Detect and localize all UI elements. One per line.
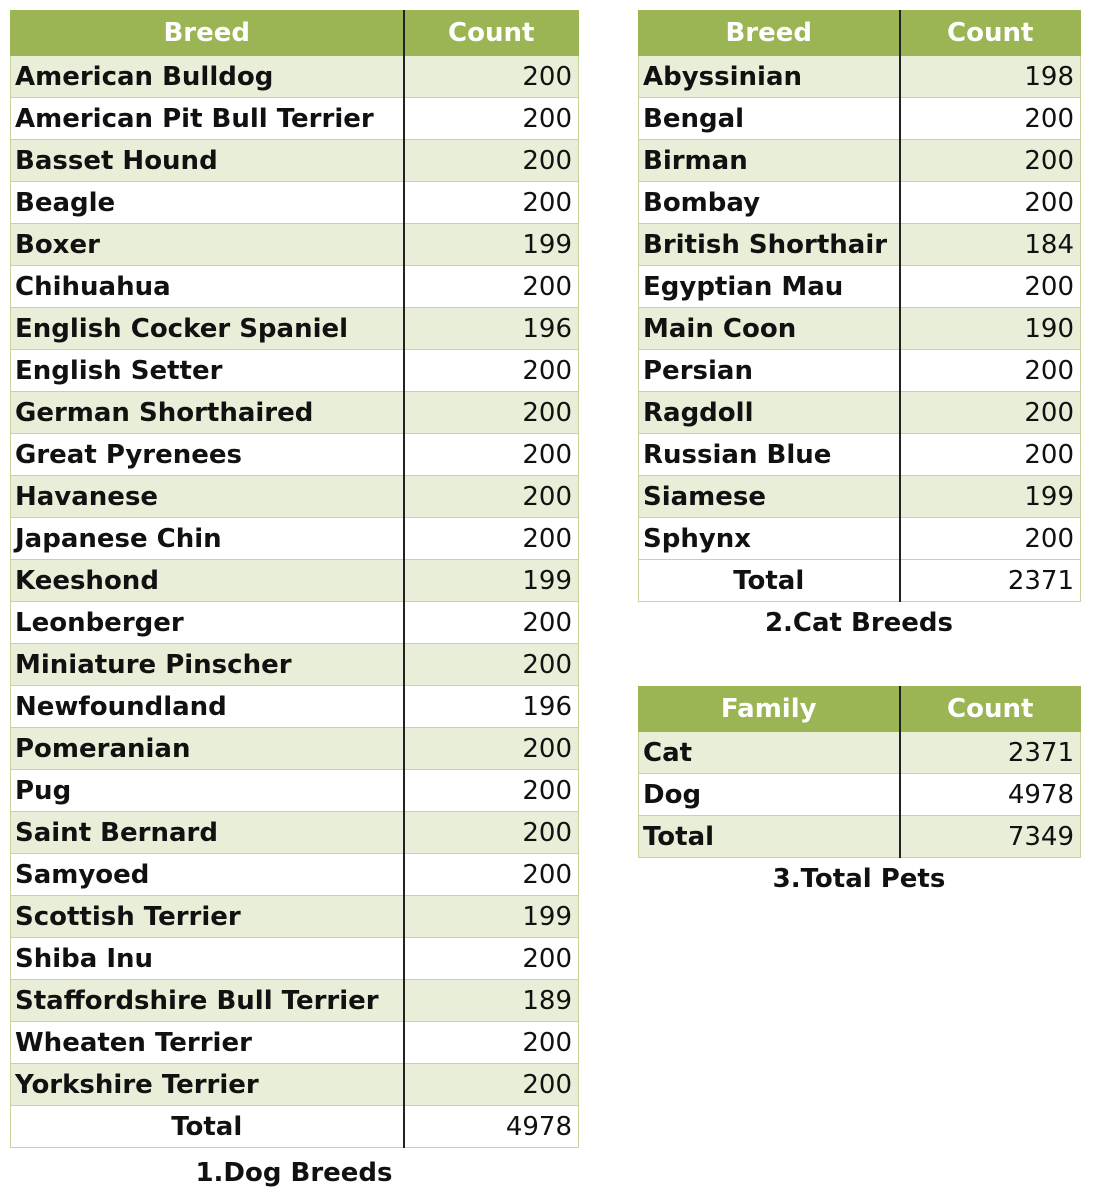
table-row — [11, 224, 579, 266]
table-header-row — [11, 11, 579, 56]
table-row — [639, 308, 1081, 350]
table-row — [639, 140, 1081, 182]
table-row — [11, 392, 579, 434]
breed-cell: Basset Hound — [11, 140, 404, 182]
table-row — [11, 140, 579, 182]
table-row — [639, 434, 1081, 476]
count-cell: 4978 — [900, 774, 1081, 816]
count-cell: 199 — [404, 560, 579, 602]
table-row — [11, 476, 579, 518]
breed-cell: Samyoed — [11, 854, 404, 896]
count-cell: 190 — [900, 308, 1081, 350]
breed-cell: American Bulldog — [11, 56, 404, 98]
count-cell: 200 — [404, 182, 579, 224]
table-row — [11, 56, 579, 98]
breed-cell: Russian Blue — [639, 434, 900, 476]
count-cell: 200 — [900, 434, 1081, 476]
column-header-breed: Breed — [11, 11, 404, 56]
breed-cell: Abyssinian — [639, 56, 900, 98]
count-cell: 200 — [404, 518, 579, 560]
breed-cell: Beagle — [11, 182, 404, 224]
count-cell: 200 — [900, 98, 1081, 140]
count-cell: 200 — [404, 350, 579, 392]
breed-cell: Miniature Pinscher — [11, 644, 404, 686]
table-row — [11, 686, 579, 728]
breed-cell: English Cocker Spaniel — [11, 308, 404, 350]
breed-cell: Egyptian Mau — [639, 266, 900, 308]
dog-table-caption: 1.Dog Breeds — [195, 1158, 393, 1188]
breed-cell: Siamese — [639, 476, 900, 518]
count-cell: 200 — [404, 938, 579, 980]
table-row — [11, 266, 579, 308]
breed-cell: Birman — [639, 140, 900, 182]
table-row — [639, 816, 1081, 858]
count-cell: 200 — [404, 434, 579, 476]
count-cell: 200 — [404, 266, 579, 308]
table-row — [639, 732, 1081, 774]
count-cell: 200 — [900, 350, 1081, 392]
breed-cell: Scottish Terrier — [11, 896, 404, 938]
family-cell: Cat — [639, 732, 900, 774]
family-cell: Dog — [639, 774, 900, 816]
breed-cell: Boxer — [11, 224, 404, 266]
count-cell: 200 — [404, 728, 579, 770]
dog-breeds-table — [10, 10, 579, 1148]
breed-cell: Chihuahua — [11, 266, 404, 308]
table-row — [11, 350, 579, 392]
table-row — [11, 728, 579, 770]
count-cell: 199 — [900, 476, 1081, 518]
column-header-family: Family — [639, 687, 900, 732]
breed-cell: Saint Bernard — [11, 812, 404, 854]
column-header-breed: Breed — [639, 11, 900, 56]
count-cell: 200 — [404, 140, 579, 182]
count-cell: 200 — [404, 854, 579, 896]
total-value: 2371 — [900, 560, 1081, 602]
table-row — [639, 518, 1081, 560]
table-row — [639, 98, 1081, 140]
table-row — [639, 350, 1081, 392]
cat-table-body — [639, 56, 1081, 602]
table-row — [639, 266, 1081, 308]
count-cell: 196 — [404, 308, 579, 350]
count-cell: 200 — [404, 392, 579, 434]
table-row — [11, 980, 579, 1022]
breed-cell: Leonberger — [11, 602, 404, 644]
breed-cell: Shiba Inu — [11, 938, 404, 980]
table-header-row — [639, 11, 1081, 56]
table-row — [11, 770, 579, 812]
table-row — [11, 98, 579, 140]
table-row — [11, 938, 579, 980]
table-row — [11, 1022, 579, 1064]
breed-cell: Persian — [639, 350, 900, 392]
breed-cell: Ragdoll — [639, 392, 900, 434]
count-cell: 200 — [404, 56, 579, 98]
cat-breeds-table — [638, 10, 1081, 602]
count-cell: 200 — [900, 392, 1081, 434]
table-row — [639, 774, 1081, 816]
count-cell: 200 — [900, 518, 1081, 560]
total-value: 4978 — [404, 1106, 579, 1148]
cat-table-caption: 2.Cat Breeds — [764, 608, 954, 638]
count-cell: 199 — [404, 896, 579, 938]
table-row — [639, 224, 1081, 266]
count-cell: 200 — [404, 98, 579, 140]
table-row — [11, 518, 579, 560]
column-header-count: Count — [900, 11, 1081, 56]
table-row — [639, 392, 1081, 434]
breed-cell: Japanese Chin — [11, 518, 404, 560]
breed-cell: American Pit Bull Terrier — [11, 98, 404, 140]
breed-cell: Keeshond — [11, 560, 404, 602]
dog-table-body — [11, 56, 579, 1148]
breed-cell: Great Pyrenees — [11, 434, 404, 476]
breed-cell: Pomeranian — [11, 728, 404, 770]
count-cell: 198 — [900, 56, 1081, 98]
table-row — [11, 812, 579, 854]
count-cell: 189 — [404, 980, 579, 1022]
total-row — [639, 560, 1081, 602]
table-row — [639, 56, 1081, 98]
breed-cell: Newfoundland — [11, 686, 404, 728]
table-header-row — [639, 687, 1081, 732]
count-cell: 200 — [900, 182, 1081, 224]
breed-cell: Bengal — [639, 98, 900, 140]
count-cell: 199 — [404, 224, 579, 266]
breed-cell: Bombay — [639, 182, 900, 224]
total-row — [11, 1106, 579, 1148]
table-row — [11, 896, 579, 938]
table-row — [11, 854, 579, 896]
count-cell: 200 — [404, 476, 579, 518]
breed-cell: Wheaten Terrier — [11, 1022, 404, 1064]
breed-cell: Sphynx — [639, 518, 900, 560]
column-header-count: Count — [900, 687, 1081, 732]
table-row — [11, 182, 579, 224]
table-row — [11, 1064, 579, 1106]
count-cell: 200 — [900, 266, 1081, 308]
total-pets-table — [638, 686, 1081, 858]
breed-cell: Staffordshire Bull Terrier — [11, 980, 404, 1022]
count-cell: 196 — [404, 686, 579, 728]
column-header-count: Count — [404, 11, 579, 56]
count-cell: 200 — [404, 1022, 579, 1064]
family-cell: Total — [639, 816, 900, 858]
breed-cell: English Setter — [11, 350, 404, 392]
table-row — [11, 434, 579, 476]
table-row — [11, 602, 579, 644]
count-cell: 200 — [404, 602, 579, 644]
count-cell: 200 — [900, 140, 1081, 182]
breed-cell: Yorkshire Terrier — [11, 1064, 404, 1106]
breed-cell: Pug — [11, 770, 404, 812]
table-row — [11, 560, 579, 602]
table-row — [639, 182, 1081, 224]
total-label: Total — [11, 1106, 404, 1148]
breed-cell: German Shorthaired — [11, 392, 404, 434]
breed-cell: British Shorthair — [639, 224, 900, 266]
breed-cell: Havanese — [11, 476, 404, 518]
breed-cell: Main Coon — [639, 308, 900, 350]
table-row — [11, 308, 579, 350]
count-cell: 200 — [404, 812, 579, 854]
count-cell: 200 — [404, 770, 579, 812]
count-cell: 7349 — [900, 816, 1081, 858]
total-label: Total — [639, 560, 900, 602]
total-pets-caption: 3.Total Pets — [772, 864, 946, 894]
family-table-body — [639, 732, 1081, 858]
table-row — [11, 644, 579, 686]
count-cell: 184 — [900, 224, 1081, 266]
count-cell: 200 — [404, 644, 579, 686]
table-row — [639, 476, 1081, 518]
count-cell: 2371 — [900, 732, 1081, 774]
count-cell: 200 — [404, 1064, 579, 1106]
